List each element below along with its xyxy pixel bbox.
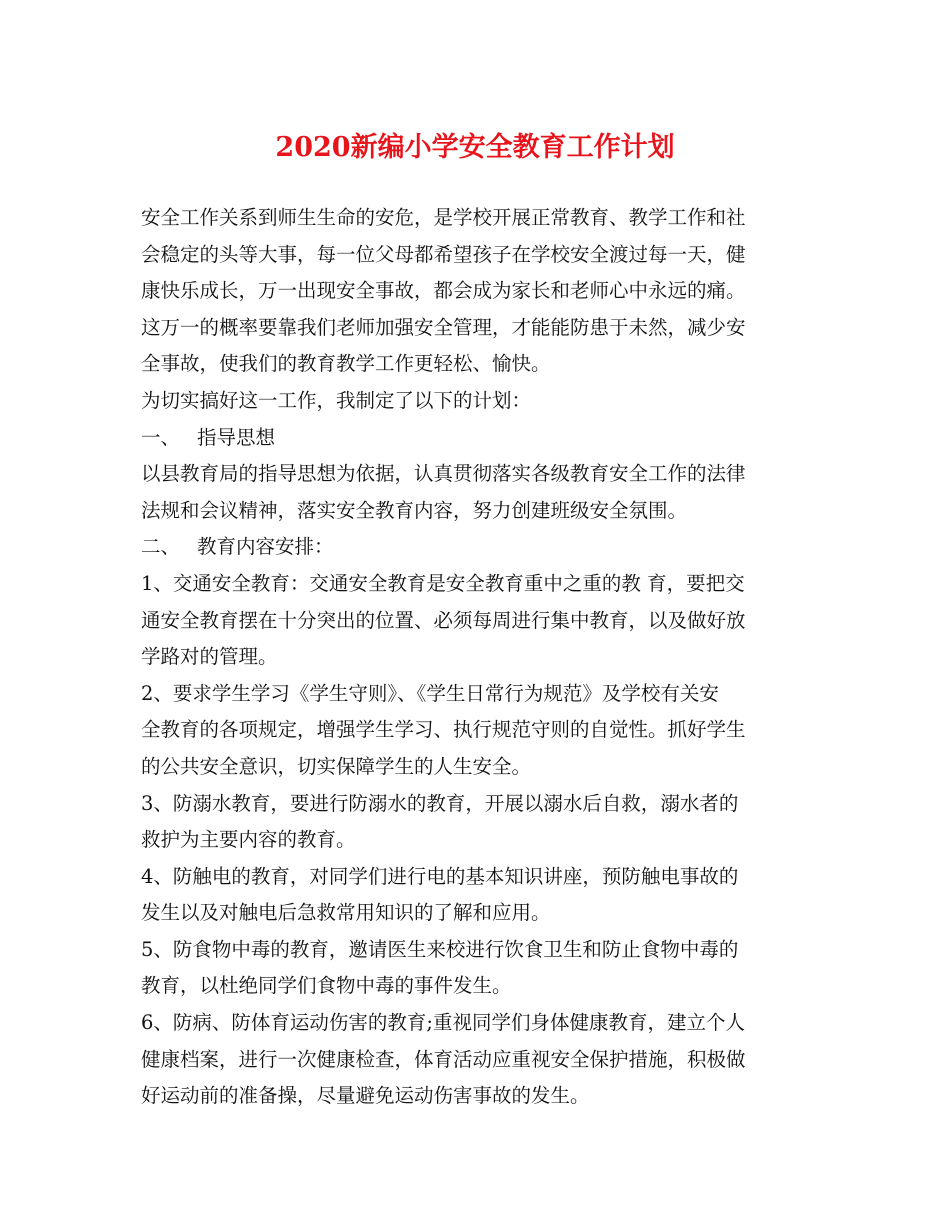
section-heading-1 — [141, 420, 821, 457]
section-number: 二、 — [141, 535, 181, 559]
list-item-line: 5、防食物中毒的教育，邀请医生来校进行饮食卫生和防止食物中毒的 — [141, 937, 739, 961]
paragraph-line: 安全工作关系到师生生命的安危，是学校开展正常教育、教学工作和社 — [141, 206, 746, 229]
paragraph-line: 康快乐成长，万一出现安全事故，都会成为家长和老师心中永远的痛。 — [141, 279, 746, 303]
paragraph-line: 会稳定的头等大事，每一位父母都希望孩子在学校安全渡过每一天，健 — [141, 242, 746, 266]
list-item-line: 6、防病、防体育运动伤害的教育;重视同学们身体健康教育，建立个人 — [141, 1011, 745, 1035]
section-heading-2 — [141, 529, 821, 566]
list-item-line: 3、防溺水教育，要进行防溺水的教育，开展以溺水后自救，溺水者的 — [141, 791, 739, 815]
list-item-line: 健康档案，进行一次健康检查，体育活动应重视安全保护措施，积极做 — [141, 1047, 746, 1071]
list-item-line: 全教育的各项规定，增强学生学习、执行规范守则的自觉性。抓好学生 — [141, 718, 746, 742]
list-item-line: 4、防触电的教育，对同学们进行电的基本知识讲座，预防触电事故的 — [141, 864, 739, 888]
section-number: 一、 — [141, 425, 181, 449]
paragraph-line: 全事故，使我们的教育教学工作更轻松、愉快。 — [141, 352, 551, 376]
section-heading-text: 教育内容安排： — [197, 535, 334, 559]
paragraph-line: 以县教育局的指导思想为依据，认真贯彻落实各级教育安全工作的法律 — [141, 462, 746, 486]
list-item-line: 教育，以杜绝同学们食物中毒的事件发生。 — [141, 974, 512, 998]
paragraph-line: 为切实搞好这一工作，我制定了以下的计划： — [141, 388, 532, 412]
document-title: 2020新编小学安全教育工作计划 — [275, 132, 675, 163]
paragraph-line: 法规和会议精神，落实安全教育内容，努力创建班级安全氛围。 — [141, 498, 688, 522]
list-item-line: 2、要求学生学习《学生守则》、《学生日常行为规范》及学校有关安 — [141, 681, 719, 705]
list-item-line: 好运动前的准备操，尽量避免运动伤害事故的发生。 — [141, 1084, 590, 1108]
list-item-line: 通安全教育摆在十分突出的位置、必须每周进行集中教育，以及做好放 — [141, 608, 746, 632]
list-item-line: 发生以及对触电后急救常用知识的了解和应用。 — [141, 901, 551, 925]
list-item-line: 救护为主要内容的教育。 — [141, 828, 356, 852]
list-item-line: 1、交通安全教育：交通安全教育是安全教育重中之重的教 育，要把交 — [141, 571, 745, 595]
paragraph-line: 这万一的概率要靠我们老师加强安全管理，才能能防患于未然，减少安 — [141, 315, 746, 339]
list-item-line: 学路对的管理。 — [141, 645, 278, 669]
section-heading-text: 指导思想 — [197, 425, 276, 449]
document-body — [141, 200, 821, 1115]
list-item-line: 的公共安全意识，切实保障学生的人生安全。 — [141, 754, 532, 778]
